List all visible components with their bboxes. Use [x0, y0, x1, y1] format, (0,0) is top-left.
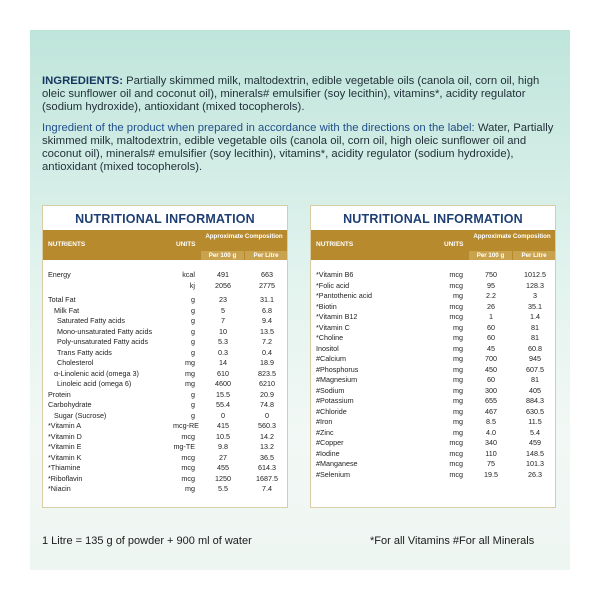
per-litre-value: 128.3	[526, 280, 544, 290]
table-header	[311, 230, 555, 260]
per-litre-value: 31.1	[260, 295, 274, 304]
per-litre-value: 0.4	[262, 347, 272, 357]
per-litre-value: 148.5	[526, 448, 544, 458]
unit-cell: mg	[453, 396, 463, 405]
unit-cell: mg	[185, 379, 195, 388]
per-100g-value: 14	[219, 358, 227, 367]
per-100g-value: 340	[485, 438, 497, 447]
nutrient-name: *Pantothenic acid	[316, 291, 372, 300]
per-100g-value: 300	[485, 385, 497, 395]
header-nutrients: NUTRIENTS	[48, 241, 86, 248]
table-header	[43, 230, 287, 260]
table-row	[311, 449, 555, 460]
table-row	[311, 407, 555, 418]
table-row	[311, 344, 555, 355]
unit-cell: mg-TE	[173, 442, 195, 451]
unit-cell: g	[191, 400, 195, 409]
per-100g-value: 1250	[215, 473, 231, 483]
table-row	[43, 442, 287, 453]
nutrient-name: *Vitamin E	[48, 442, 82, 451]
per-litre-value: 3	[533, 291, 537, 300]
table-row	[311, 323, 555, 334]
ingredients-text: Partially skimmed milk, maltodextrin, edible vegetable oils (canola oil, corn oil, high oleic sunflower oil and coconut oil), minerals# emulsifier (soy lecithin), vitamins*, acidity regulator (sodium hydroxide), antioxidant (mixed tocopherols).	[42, 75, 540, 113]
unit-cell: mcg	[449, 301, 463, 311]
per-100g-value: 4.0	[486, 427, 496, 437]
table-row	[311, 459, 555, 470]
table-row	[43, 358, 287, 369]
per-100g-value: 8.5	[486, 417, 496, 426]
table-rows	[43, 270, 287, 495]
nutrient-name: Energy	[48, 270, 71, 279]
per-litre-value: 614.3	[258, 463, 276, 472]
table-row	[43, 306, 287, 317]
per-litre-value: 14.2	[260, 431, 274, 441]
per-100g-value: 5	[221, 305, 225, 315]
unit-cell: mcg	[449, 312, 463, 321]
unit-cell: mcg	[449, 438, 463, 447]
unit-cell: mg	[453, 364, 463, 374]
per-litre-value: 13.2	[260, 442, 274, 451]
mixing-instructions: 1 Litre = 135 g of powder + 900 ml of water	[42, 535, 252, 547]
per-100g-value: 4600	[215, 379, 231, 388]
header-units: UNITS	[444, 241, 464, 248]
table-row	[311, 312, 555, 323]
per-100g-value: 700	[485, 354, 497, 363]
per-100g-value: 60	[487, 333, 495, 342]
table-row	[43, 453, 287, 464]
per-litre-value: 1012.5	[524, 270, 546, 279]
per-litre-value: 5.4	[530, 427, 540, 437]
per-litre-value: 20.9	[260, 389, 274, 399]
table-row	[43, 379, 287, 390]
per-litre-value: 9.4	[262, 316, 272, 325]
nutrient-name: Cholesterol	[57, 358, 94, 367]
table-row	[43, 411, 287, 422]
per-100g-value: 7	[221, 316, 225, 325]
per-litre-value: 13.5	[260, 326, 274, 336]
per-litre-value: 101.3	[526, 459, 544, 468]
per-100g-value: 55.4	[216, 400, 230, 409]
per-100g-value: 2.2	[486, 291, 496, 300]
header-nutrients: NUTRIENTS	[316, 241, 354, 248]
header-per-litre: Per Litre	[513, 251, 555, 260]
per-100g-value: 23	[219, 295, 227, 304]
unit-cell: mg	[453, 385, 463, 395]
nutrient-name: *Vitamin B12	[316, 312, 358, 321]
per-100g-value: 27	[219, 452, 227, 462]
unit-cell: mg	[453, 333, 463, 342]
per-litre-value: 60.8	[528, 343, 542, 353]
unit-cell: mcg	[449, 270, 463, 279]
nutrient-name: #Iodine	[316, 448, 340, 458]
table-row	[43, 295, 287, 306]
per-100g-value: 5.3	[218, 337, 228, 346]
unit-cell: mcg-RE	[173, 421, 199, 430]
unit-cell: mg	[453, 343, 463, 353]
per-100g-value: 491	[217, 270, 229, 279]
table-row	[43, 270, 287, 281]
nutrient-name: *Riboflavin	[48, 473, 83, 483]
table-row	[311, 291, 555, 302]
table-row	[43, 484, 287, 495]
unit-cell: g	[191, 389, 195, 399]
unit-cell: mcg	[181, 452, 195, 462]
per-100g-value: 60	[487, 375, 495, 384]
table-row	[311, 354, 555, 365]
table-row	[43, 369, 287, 380]
table-title: NUTRITIONAL INFORMATION	[75, 212, 255, 226]
per-litre-value: 823.5	[258, 368, 276, 378]
per-litre-value: 7.4	[262, 484, 272, 493]
per-100g-value: 455	[217, 463, 229, 472]
nutrition-table-left	[42, 205, 288, 508]
table-row	[43, 463, 287, 474]
nutrient-name: Linoleic acid (omega 6)	[57, 379, 132, 388]
nutrient-name: *Vitamin C	[316, 322, 350, 332]
nutrient-name: #Iron	[316, 417, 333, 426]
prepared-ingredients-label: Ingredient of the product when prepared in accordance with the directions on the label:	[42, 122, 475, 134]
per-100g-value: 95	[487, 280, 495, 290]
table-row	[311, 281, 555, 292]
nutrient-name: #Copper	[316, 438, 344, 447]
table-row	[311, 270, 555, 281]
table-row	[43, 474, 287, 485]
nutrient-name: *Biotin	[316, 301, 337, 311]
per-100g-value: 75	[487, 459, 495, 468]
nutrient-name: Saturated Fatty acids	[57, 316, 125, 325]
unit-cell: mg	[453, 354, 463, 363]
per-litre-value: 0	[265, 410, 269, 420]
unit-cell: g	[191, 316, 195, 325]
per-litre-value: 459	[529, 438, 541, 447]
per-litre-value: 945	[529, 354, 541, 363]
nutrient-name: #Calcium	[316, 354, 346, 363]
per-litre-value: 26.3	[528, 469, 542, 479]
nutrient-name: Total Fat	[48, 295, 76, 304]
table-row	[43, 337, 287, 348]
table-row	[311, 333, 555, 344]
nutrient-name: #Phosphorus	[316, 364, 359, 374]
unit-cell: mg	[185, 358, 195, 367]
unit-cell: g	[191, 410, 195, 420]
per-100g-value: 750	[485, 270, 497, 279]
per-litre-value: 630.5	[526, 406, 544, 416]
ingredients-paragraph	[42, 75, 562, 114]
per-litre-value: 6.8	[262, 305, 272, 315]
header-per-100g: Per 100 g	[201, 251, 244, 260]
per-litre-value: 74.8	[260, 400, 274, 409]
per-litre-value: 1.4	[530, 312, 540, 321]
per-100g-value: 0	[221, 410, 225, 420]
per-100g-value: 15.5	[216, 389, 230, 399]
table-row	[311, 386, 555, 397]
unit-cell: g	[191, 337, 195, 346]
unit-cell: g	[191, 347, 195, 357]
nutrient-name: *Folic acid	[316, 280, 350, 290]
prepared-ingredients-paragraph	[42, 122, 562, 174]
per-100g-value: 9.8	[218, 442, 228, 451]
per-100g-value: 19.5	[484, 469, 498, 479]
per-100g-value: 467	[485, 406, 497, 416]
footnote-legend: *For all Vitamins #For all Minerals	[370, 535, 535, 547]
per-litre-value: 1687.5	[256, 473, 278, 483]
per-litre-value: 405	[529, 385, 541, 395]
per-100g-value: 10.5	[216, 431, 230, 441]
table-title: NUTRITIONAL INFORMATION	[343, 212, 523, 226]
unit-cell: mg	[453, 406, 463, 416]
per-100g-value: 655	[485, 396, 497, 405]
table-row	[43, 432, 287, 443]
per-litre-value: 81	[531, 375, 539, 384]
unit-cell: mg	[185, 484, 195, 493]
header-per-100g: Per 100 g	[469, 251, 512, 260]
per-100g-value: 1	[489, 312, 493, 321]
table-row	[311, 438, 555, 449]
unit-cell: mg	[453, 427, 463, 437]
nutrient-name: #Selenium	[316, 469, 350, 479]
nutrient-name: *Choline	[316, 333, 344, 342]
table-row	[43, 327, 287, 338]
per-litre-value: 11.5	[528, 417, 542, 426]
unit-cell: mcg	[181, 463, 195, 472]
nutrient-name: Protein	[48, 389, 71, 399]
per-100g-value: 45	[487, 343, 495, 353]
nutrient-name: #Potassium	[316, 396, 354, 405]
unit-cell: kcal	[182, 270, 195, 279]
nutrient-name: Sugar (Sucrose)	[54, 410, 107, 420]
nutrient-name: #Chloride	[316, 406, 347, 416]
unit-cell: mg	[185, 368, 195, 378]
table-row	[43, 390, 287, 401]
per-litre-value: 81	[531, 322, 539, 332]
nutrient-name: *Niacin	[48, 484, 71, 493]
header-per-litre: Per Litre	[245, 251, 287, 260]
unit-cell: kj	[189, 280, 195, 290]
table-row	[311, 428, 555, 439]
unit-cell: mg	[453, 375, 463, 384]
nutrient-name: Mono-unsaturated Fatty acids	[57, 326, 153, 336]
table-row	[311, 375, 555, 386]
nutrient-name: #Zinc	[316, 427, 334, 437]
table-row	[43, 348, 287, 359]
unit-cell: mcg	[449, 469, 463, 479]
unit-cell: mcg	[181, 431, 195, 441]
table-row	[43, 281, 287, 292]
table-row	[311, 396, 555, 407]
ingredients-section	[42, 75, 562, 174]
unit-cell: mg	[453, 322, 463, 332]
table-row	[43, 421, 287, 432]
per-100g-value: 26	[487, 301, 495, 311]
nutrient-name: #Manganese	[316, 459, 358, 468]
per-100g-value: 60	[487, 322, 495, 332]
nutrient-name: *Thiamine	[48, 463, 81, 472]
table-row	[311, 417, 555, 428]
nutrient-name: Inositol	[316, 343, 339, 353]
unit-cell: mcg	[449, 280, 463, 290]
unit-cell: mcg	[181, 473, 195, 483]
nutrient-name: #Sodium	[316, 385, 345, 395]
nutrient-name: *Vitamin A	[48, 421, 82, 430]
header-units: UNITS	[176, 241, 196, 248]
unit-cell: g	[191, 305, 195, 315]
nutrient-name: #Magnesium	[316, 375, 358, 384]
unit-cell: g	[191, 295, 195, 304]
per-100g-value: 450	[485, 364, 497, 374]
per-100g-value: 10	[219, 326, 227, 336]
table-row	[311, 302, 555, 313]
unit-cell: mcg	[449, 459, 463, 468]
nutrient-name: Carbohydrate	[48, 400, 92, 409]
per-100g-value: 415	[217, 421, 229, 430]
per-litre-value: 884.3	[526, 396, 544, 405]
nutrient-name: Poly-unsaturated Fatty acids	[57, 337, 149, 346]
prepared-ingredients-text: Water, Partially skimmed milk, maltodextrin, edible vegetable oils (canola oil, corn oil, high oleic sunflower oil and coconut oil), minerals# emulsifier (soy lecithin), vitamins*, acidity regulator (sodium hydroxide), antioxidant (mixed tocopherols).	[42, 122, 554, 173]
per-litre-value: 81	[531, 333, 539, 342]
per-100g-value: 2056	[215, 280, 231, 290]
per-litre-value: 663	[261, 270, 273, 279]
header-composition: Approximate Composition	[205, 233, 283, 240]
per-litre-value: 560.3	[258, 421, 276, 430]
nutrition-table-right	[310, 205, 556, 508]
per-litre-value: 607.5	[526, 364, 544, 374]
per-litre-value: 35.1	[528, 301, 542, 311]
nutrient-name: Milk Fat	[54, 305, 80, 315]
per-litre-value: 2775	[259, 280, 275, 290]
per-100g-value: 5.5	[218, 484, 228, 493]
ingredients-title: INGREDIENTS:	[42, 75, 123, 87]
per-100g-value: 610	[217, 368, 229, 378]
per-litre-value: 36.5	[260, 452, 274, 462]
per-100g-value: 0.3	[218, 347, 228, 357]
nutrient-name: α-Linolenic acid (omega 3)	[54, 368, 139, 378]
table-row	[43, 400, 287, 411]
nutrient-name: *Vitamin B6	[316, 270, 354, 279]
per-litre-value: 6210	[259, 379, 275, 388]
nutrient-name: Trans Fatty acids	[57, 347, 112, 357]
nutrient-name: *Vitamin D	[48, 431, 82, 441]
table-row	[311, 365, 555, 376]
per-litre-value: 7.2	[262, 337, 272, 346]
unit-cell: g	[191, 326, 195, 336]
table-rows	[311, 270, 555, 480]
table-row	[311, 470, 555, 481]
table-row	[43, 316, 287, 327]
unit-cell: mcg	[449, 448, 463, 458]
unit-cell: mg	[453, 417, 463, 426]
unit-cell: mg	[453, 291, 463, 300]
per-litre-value: 18.9	[260, 358, 274, 367]
per-100g-value: 110	[485, 448, 497, 458]
header-composition: Approximate Composition	[473, 233, 551, 240]
nutrient-name: *Vitamin K	[48, 452, 82, 462]
